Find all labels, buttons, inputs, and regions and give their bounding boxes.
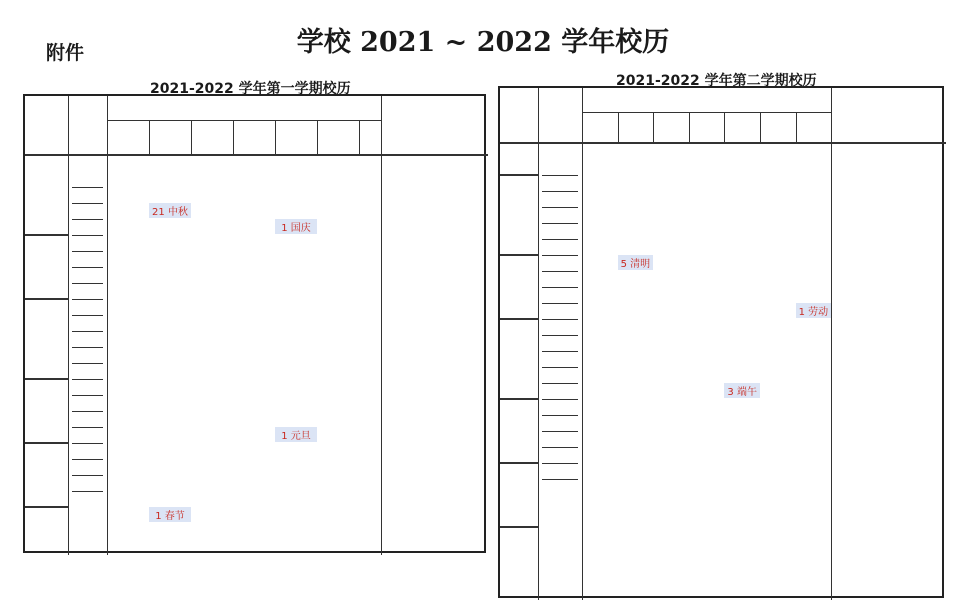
grid-line: [542, 207, 578, 208]
holiday-label: 5 清明: [620, 259, 651, 270]
grid-line: [500, 462, 538, 464]
grid-line: [831, 88, 832, 600]
grid-line: [72, 475, 103, 476]
grid-line: [542, 335, 578, 336]
grid-line: [542, 399, 578, 400]
grid-line: [149, 120, 150, 154]
grid-line: [68, 96, 69, 555]
grid-line: [542, 191, 578, 192]
grid-line: [275, 120, 276, 154]
grid-line: [359, 120, 360, 154]
grid-line: [233, 120, 234, 154]
grid-line: [72, 331, 103, 332]
grid-line: [542, 175, 578, 176]
holiday-marker: [796, 303, 832, 318]
grid-line: [500, 174, 538, 176]
grid-line: [542, 383, 578, 384]
grid-line: [72, 203, 103, 204]
grid-line: [542, 319, 578, 320]
semester2-title: 2021-2022 学年第二学期校历: [616, 73, 817, 89]
holiday-label: 1 元旦: [281, 431, 311, 442]
grid-line: [542, 223, 578, 224]
holiday-label: 1 春节: [155, 511, 185, 522]
grid-line: [542, 479, 578, 480]
grid-line: [538, 88, 539, 600]
grid-line: [542, 255, 578, 256]
grid-line: [72, 283, 103, 284]
grid-line: [72, 235, 103, 236]
grid-line: [582, 88, 583, 600]
grid-line: [72, 267, 103, 268]
grid-line: [72, 395, 103, 396]
grid-line: [500, 142, 946, 144]
grid-line: [191, 120, 192, 154]
grid-line: [542, 447, 578, 448]
semester2-calendar: [498, 86, 944, 598]
grid-line: [25, 298, 68, 300]
grid-line: [500, 254, 538, 256]
holiday-label: 21 中秋: [152, 207, 188, 218]
grid-line: [72, 379, 103, 380]
grid-line: [724, 112, 725, 142]
grid-line: [72, 219, 103, 220]
grid-line: [582, 112, 831, 113]
grid-line: [72, 299, 103, 300]
holiday-marker: [724, 383, 760, 398]
grid-line: [653, 112, 654, 142]
grid-line: [25, 506, 68, 508]
grid-line: [542, 351, 578, 352]
grid-line: [72, 347, 103, 348]
grid-line: [317, 120, 318, 154]
grid-line: [25, 234, 68, 236]
grid-line: [72, 251, 103, 252]
holiday-marker: [618, 255, 654, 270]
holiday-marker: [149, 203, 191, 218]
grid-line: [25, 378, 68, 380]
grid-line: [500, 318, 538, 320]
grid-line: [107, 96, 108, 555]
semester1-title: 2021-2022 学年第一学期校历: [150, 81, 351, 97]
grid-line: [72, 411, 103, 412]
grid-line: [72, 443, 103, 444]
page-title: 学校 2021 ~ 2022 学年校历: [296, 27, 670, 58]
grid-line: [618, 112, 619, 142]
grid-line: [25, 442, 68, 444]
grid-line: [542, 239, 578, 240]
grid-line: [72, 363, 103, 364]
grid-line: [542, 287, 578, 288]
semester1-calendar: [23, 94, 486, 553]
grid-line: [72, 427, 103, 428]
grid-line: [542, 415, 578, 416]
holiday-label: 1 劳动: [798, 307, 829, 318]
grid-line: [72, 187, 103, 188]
grid-line: [542, 303, 578, 304]
holiday-marker: [275, 427, 317, 442]
grid-line: [500, 398, 538, 400]
grid-line: [796, 112, 797, 142]
attachment-label: 附件: [46, 42, 85, 64]
grid-line: [500, 526, 538, 528]
grid-line: [542, 463, 578, 464]
grid-line: [689, 112, 690, 142]
grid-line: [25, 154, 488, 156]
grid-line: [72, 491, 103, 492]
grid-line: [72, 315, 103, 316]
holiday-label: 3 端午: [727, 387, 757, 398]
holiday-marker: [149, 507, 191, 522]
grid-line: [72, 459, 103, 460]
grid-line: [542, 431, 578, 432]
holiday-label: 1 国庆: [281, 223, 311, 234]
grid-line: [760, 112, 761, 142]
grid-line: [381, 96, 382, 555]
holiday-marker: [275, 219, 317, 234]
grid-line: [542, 367, 578, 368]
grid-line: [542, 271, 578, 272]
